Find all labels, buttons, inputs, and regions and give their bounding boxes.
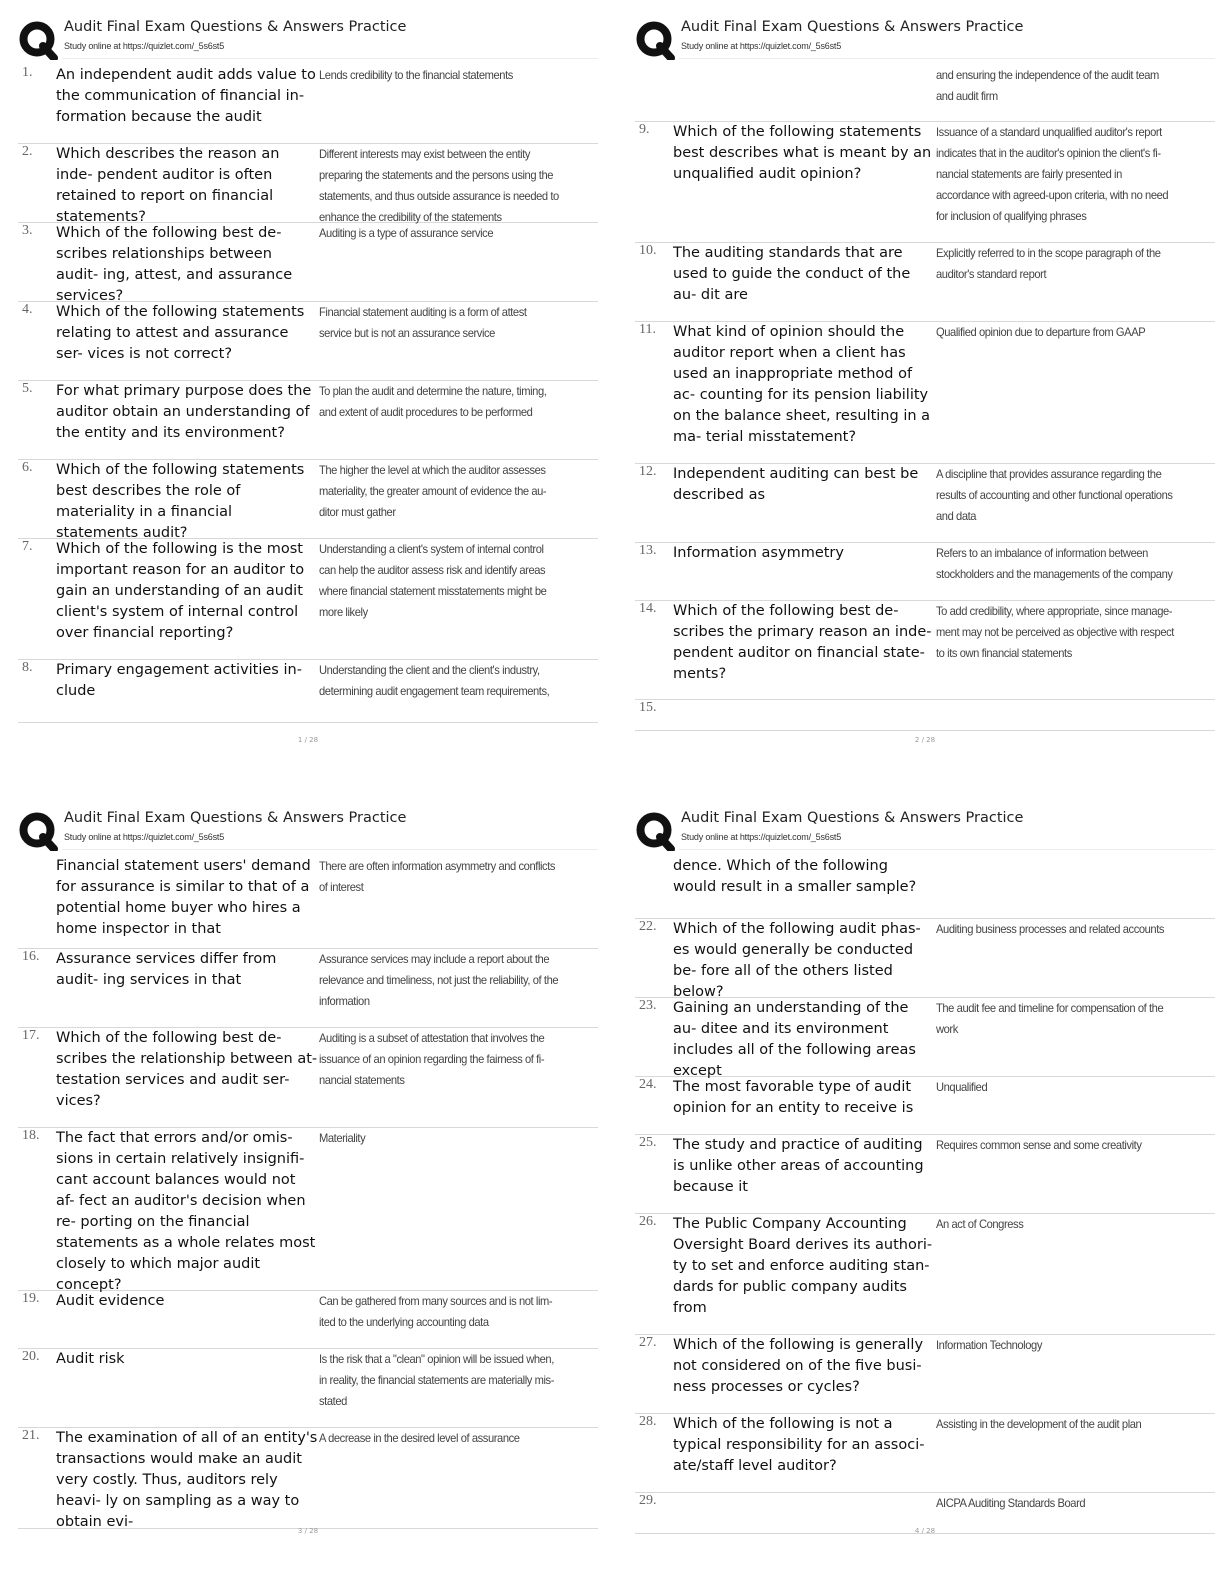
- qa-row: [635, 543, 1215, 601]
- answer-text: Auditing is a type of assurance service: [319, 226, 494, 240]
- page-number: 4 / 28: [914, 1527, 936, 1535]
- question-text: The most favorable type of audit opinion for an entity to receive is: [673, 1079, 914, 1116]
- answer-text: Refers to an imbalance of information between stockholders and the managements of the company: [936, 546, 1173, 581]
- page-header: [635, 20, 1215, 65]
- question-text: Independent auditing can best be described as: [673, 466, 919, 503]
- qa-row: [635, 322, 1215, 464]
- qa-row: [635, 856, 1215, 919]
- question-text: Which of the following best de- scribes the primary reason an inde- pendent auditor on financial state- ments?: [673, 603, 932, 682]
- question-text: Which describes the reason an inde- pendent auditor is often retained to report on financial statements?: [56, 146, 280, 225]
- answer-text: Assisting in the development of the audit plan: [936, 1417, 1142, 1431]
- question-text: Which of the following statements relating to attest and assurance ser- vices is not correct?: [56, 304, 305, 362]
- qa-row: [18, 460, 598, 539]
- study-online-link[interactable]: Study online at https://quizlet.com/_5s6st5: [64, 832, 224, 842]
- page-number: 1 / 28: [297, 736, 319, 744]
- qa-row: [18, 223, 598, 302]
- page: [18, 20, 598, 780]
- question-number: 1.: [22, 65, 33, 80]
- page-number: 3 / 28: [297, 1527, 319, 1535]
- document-title: Audit Final Exam Questions & Answers Practice: [681, 20, 1024, 35]
- page: [635, 811, 1215, 1571]
- answer-text: To plan the audit and determine the nature, timing, and extent of audit procedures to be performed: [319, 384, 547, 419]
- question-text: Audit risk: [56, 1351, 125, 1367]
- qa-row: [18, 1128, 598, 1291]
- document-title: Audit Final Exam Questions & Answers Practice: [64, 20, 407, 35]
- question-number: 9.: [639, 122, 650, 137]
- answer-text: Financial statement auditing is a form of attest service but is not an assurance service: [319, 305, 527, 340]
- question-number: 22.: [639, 919, 657, 934]
- qa-row: [635, 601, 1215, 700]
- study-online-link[interactable]: Study online at https://quizlet.com/_5s6st5: [681, 41, 841, 51]
- question-text: Which of the following statements best describes the role of materiality in a financial statements audit?: [56, 462, 305, 541]
- qa-list: [635, 65, 1215, 731]
- question-text: Which of the following best de- scribes relationships between audit- ing, attest, and assurance services?: [56, 225, 293, 304]
- question-number: 28.: [639, 1414, 657, 1429]
- answer-text: To add credibility, where appropriate, since manage- ment may not be perceived as objective with respect to its own financial statements: [936, 604, 1174, 660]
- answer-text: Auditing is a subset of attestation that involves the issuance of an opinion regarding the fairness of fi- nancial statements: [319, 1031, 545, 1087]
- question-text: The Public Company Accounting Oversight Board derives its authori- ty to set and enforce auditing stan- dards for public company audits from: [673, 1216, 933, 1316]
- study-online-link[interactable]: Study online at https://quizlet.com/_5s6st5: [64, 41, 224, 51]
- qa-row: [635, 464, 1215, 543]
- qa-row: [18, 381, 598, 460]
- qa-row: [18, 949, 598, 1028]
- answer-text: A decrease in the desired level of assurance: [319, 1431, 520, 1445]
- question-text: The examination of all of an entity's transactions would make an audit very costly. Thus, auditors rely heavi- ly on sampling as a way to obtain evi-: [56, 1430, 318, 1530]
- page-header: [18, 20, 598, 65]
- header-divider: [679, 58, 1215, 59]
- question-text: Audit evidence: [56, 1293, 165, 1309]
- question-number: 17.: [22, 1028, 40, 1043]
- answer-text: The higher the level at which the auditor assesses materiality, the greater amount of evidence the au- ditor must gather: [319, 463, 547, 519]
- question-number: 7.: [22, 539, 33, 554]
- study-online-link[interactable]: Study online at https://quizlet.com/_5s6st5: [681, 832, 841, 842]
- answer-text: Information Technology: [936, 1338, 1042, 1352]
- qa-row: [635, 700, 1215, 731]
- page: [18, 811, 598, 1571]
- question-number: 25.: [639, 1135, 657, 1150]
- qa-row: [635, 1214, 1215, 1335]
- question-number: 18.: [22, 1128, 40, 1143]
- qa-row: [18, 302, 598, 381]
- qa-row: [18, 1428, 598, 1529]
- document-title: Audit Final Exam Questions & Answers Practice: [64, 811, 407, 826]
- question-text: Information asymmetry: [673, 545, 844, 561]
- question-text: What kind of opinion should the auditor report when a client has used an inappropriate method of ac- counting for its pension liability on the balance sheet, resulting in a ma- terial misstatement?: [673, 324, 931, 445]
- qa-row: [18, 144, 598, 223]
- question-text: Financial statement users' demand for assurance is similar to that of a potential home buyer who hires a home inspector in that: [56, 858, 311, 937]
- qa-row: [635, 998, 1215, 1077]
- answer-text: Lends credibility to the financial statements: [319, 68, 513, 82]
- qa-row: [635, 1135, 1215, 1214]
- header-divider: [679, 849, 1215, 850]
- qa-row: [18, 65, 598, 144]
- page: [635, 20, 1215, 780]
- quizlet-logo-icon: [635, 20, 675, 60]
- answer-text: Qualified opinion due to departure from GAAP: [936, 325, 1146, 339]
- answer-text: Auditing business processes and related accounts: [936, 922, 1165, 936]
- question-number: 15.: [639, 700, 657, 715]
- question-number: 13.: [639, 543, 657, 558]
- question-number: 26.: [639, 1214, 657, 1229]
- answer-text: and ensuring the independence of the audit team and audit firm: [936, 68, 1159, 103]
- page-header: [18, 811, 598, 856]
- answer-text: Understanding a client's system of internal control can help the auditor assess risk and identify areas where financial statement misstatements might be more likely: [319, 542, 547, 619]
- qa-row: [18, 1291, 598, 1349]
- answer-text: Understanding the client and the client's industry, determining audit engagement team requirements,: [319, 663, 550, 698]
- question-number: 27.: [639, 1335, 657, 1350]
- answer-text: There are often information asymmetry and conflicts of interest: [319, 859, 556, 894]
- question-number: 19.: [22, 1291, 40, 1306]
- question-number: 2.: [22, 144, 33, 159]
- header-divider: [62, 849, 598, 850]
- answer-text: Assurance services may include a report about the relevance and timeliness, not just the reliability, of the information: [319, 952, 559, 1008]
- answer-text: Can be gathered from many sources and is not lim- ited to the underlying accounting data: [319, 1294, 553, 1329]
- question-text: Which of the following statements best describes what is meant by an unqualified audit opinion?: [673, 124, 932, 182]
- qa-row: [635, 919, 1215, 998]
- page-number: 2 / 28: [914, 736, 936, 744]
- question-text: Primary engagement activities in- clude: [56, 662, 302, 699]
- question-number: 21.: [22, 1428, 40, 1443]
- answer-text: Materiality: [319, 1131, 366, 1145]
- qa-row: [635, 243, 1215, 322]
- qa-list: [18, 65, 598, 723]
- quizlet-logo-icon: [18, 20, 58, 60]
- question-text: Which of the following is the most important reason for an auditor to gain an understanding of an audit client's system of internal control over financial reporting?: [56, 541, 305, 641]
- question-text: The study and practice of auditing is unlike other areas of accounting because it: [673, 1137, 924, 1195]
- quizlet-logo-icon: [635, 811, 675, 851]
- answer-text: The audit fee and timeline for compensation of the work: [936, 1001, 1164, 1036]
- question-number: 5.: [22, 381, 33, 396]
- question-text: For what primary purpose does the auditor obtain an understanding of the entity and its environment?: [56, 383, 312, 441]
- question-number: 20.: [22, 1349, 40, 1364]
- qa-row: [18, 660, 598, 723]
- question-number: 10.: [639, 243, 657, 258]
- answer-text: Explicitly referred to in the scope paragraph of the auditor's standard report: [936, 246, 1161, 281]
- question-number: 23.: [639, 998, 657, 1013]
- answer-text: Unqualified: [936, 1080, 988, 1094]
- header-divider: [62, 58, 598, 59]
- question-number: 12.: [639, 464, 657, 479]
- question-text: Assurance services differ from audit- ing services in that: [56, 951, 277, 988]
- qa-row: [635, 65, 1215, 122]
- qa-row: [635, 1077, 1215, 1135]
- question-number: 24.: [639, 1077, 657, 1092]
- answer-text: AICPA Auditing Standards Board: [936, 1496, 1086, 1510]
- question-number: 8.: [22, 660, 33, 675]
- qa-row: [635, 1414, 1215, 1493]
- qa-row: [18, 856, 598, 949]
- question-text: The auditing standards that are used to guide the conduct of the au- dit are: [673, 245, 911, 303]
- answer-text: Requires common sense and some creativity: [936, 1138, 1142, 1152]
- answer-text: A discipline that provides assurance regarding the results of accounting and other functional operations and data: [936, 467, 1173, 523]
- qa-list: [635, 856, 1215, 1534]
- qa-row: [18, 1349, 598, 1428]
- question-text: The fact that errors and/or omis- sions in certain relatively insignifi- cant account balances would not af- fect an auditor's decision when re- porting on the financial statements as a whole relates most closely to which major audit concept?: [56, 1130, 316, 1293]
- page-header: [635, 811, 1215, 856]
- question-text: Which of the following is not a typical responsibility for an associ- ate/staff level auditor?: [673, 1416, 925, 1474]
- question-text: Which of the following best de- scribes the relationship between at- testation services and audit ser- vices?: [56, 1030, 318, 1109]
- question-text: dence. Which of the following would result in a smaller sample?: [673, 858, 917, 895]
- qa-row: [635, 1335, 1215, 1414]
- answer-text: Issuance of a standard unqualified auditor's report indicates that in the auditor's opinion the client's fi- nancial statements are fairly presented in accordance with agreed-upon criteria, with no need for inclusion of qualifying phrases: [936, 125, 1169, 223]
- question-text: Which of the following audit phas- es would generally be conducted be- fore all of the others listed below?: [673, 921, 921, 1000]
- qa-list: [18, 856, 598, 1529]
- question-number: 6.: [22, 460, 33, 475]
- question-text: An independent audit adds value to the communication of financial in- formation because the audit: [56, 67, 316, 125]
- answer-text: Is the risk that a "clean" opinion will be issued when, in reality, the financial statements are materially mis- stated: [319, 1352, 554, 1408]
- question-text: Gaining an understanding of the au- ditee and its environment includes all of the following areas except: [673, 1000, 916, 1079]
- answer-text: Different interests may exist between the entity preparing the statements and the persons using the statements, and thus outside assurance is needed to enhance the credibility of the statements: [319, 147, 559, 224]
- question-number: 3.: [22, 223, 33, 238]
- question-number: 11.: [639, 322, 656, 337]
- question-number: 16.: [22, 949, 40, 964]
- answer-text: An act of Congress: [936, 1217, 1024, 1231]
- question-number: 29.: [639, 1493, 657, 1508]
- question-number: 4.: [22, 302, 33, 317]
- qa-row: [635, 122, 1215, 243]
- qa-row: [18, 539, 598, 660]
- question-text: Which of the following is generally not considered on of the five busi- ness processes or cycles?: [673, 1337, 924, 1395]
- question-number: 14.: [639, 601, 657, 616]
- document-title: Audit Final Exam Questions & Answers Practice: [681, 811, 1024, 826]
- quizlet-logo-icon: [18, 811, 58, 851]
- qa-row: [18, 1028, 598, 1128]
